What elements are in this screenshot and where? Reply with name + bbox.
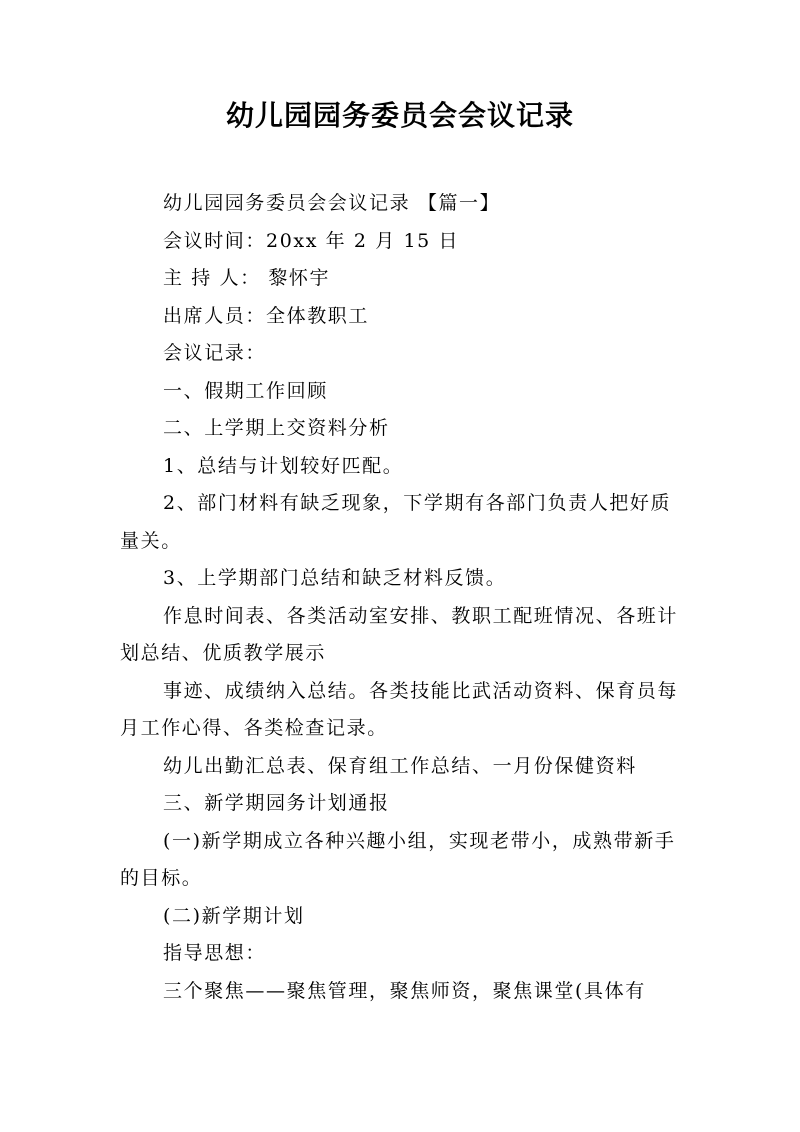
paragraph: (二)新学期计划 (163, 904, 305, 927)
paragraph: 二、上学期上交资料分析 (163, 417, 390, 439)
paragraph: 三、新学期园务计划通报 (163, 792, 390, 814)
paragraph: (一)新学期成立各种兴趣小组，实现老带小，成熟带新手的目标。 (120, 829, 676, 889)
paragraph: 出席人员：全体教职工 (163, 304, 370, 327)
paragraph: 三个聚焦——聚焦管理，聚焦师资，聚焦课堂(具体有 (163, 979, 646, 1002)
paragraph: 幼儿出勤汇总表、保育组工作总结、一月份保健资料 (163, 754, 637, 777)
paragraph: 3、上学期部门总结和缺乏材料反馈。 (163, 567, 507, 589)
paragraph: 会议时间：20xx 年 2 月 15 日 (163, 229, 460, 252)
paragraph: 主 持 人： 黎怀宇 (163, 267, 331, 289)
paragraph: 幼儿园园务委员会会议记录 【篇一】 (163, 192, 501, 214)
paragraph: 指导思想： (163, 942, 267, 964)
paragraph: 1、总结与计划较好匹配。 (163, 454, 404, 477)
paragraph: 事迹、成绩纳入总结。各类技能比武活动资料、保育员每月工作心得、各类检查记录。 (120, 679, 679, 739)
paragraph: 作息时间表、各类活动室安排、教职工配班情况、各班计划总结、优质教学展示 (120, 604, 679, 664)
document-body (120, 185, 690, 1010)
document-title: 幼儿园园务委员会会议记录 (225, 99, 574, 132)
paragraph: 2、部门材料有缺乏现象，下学期有各部门负责人把好质量关。 (120, 492, 672, 552)
paragraph: 一、假期工作回顾 (163, 379, 328, 402)
paragraph: 会议记录： (163, 342, 267, 364)
